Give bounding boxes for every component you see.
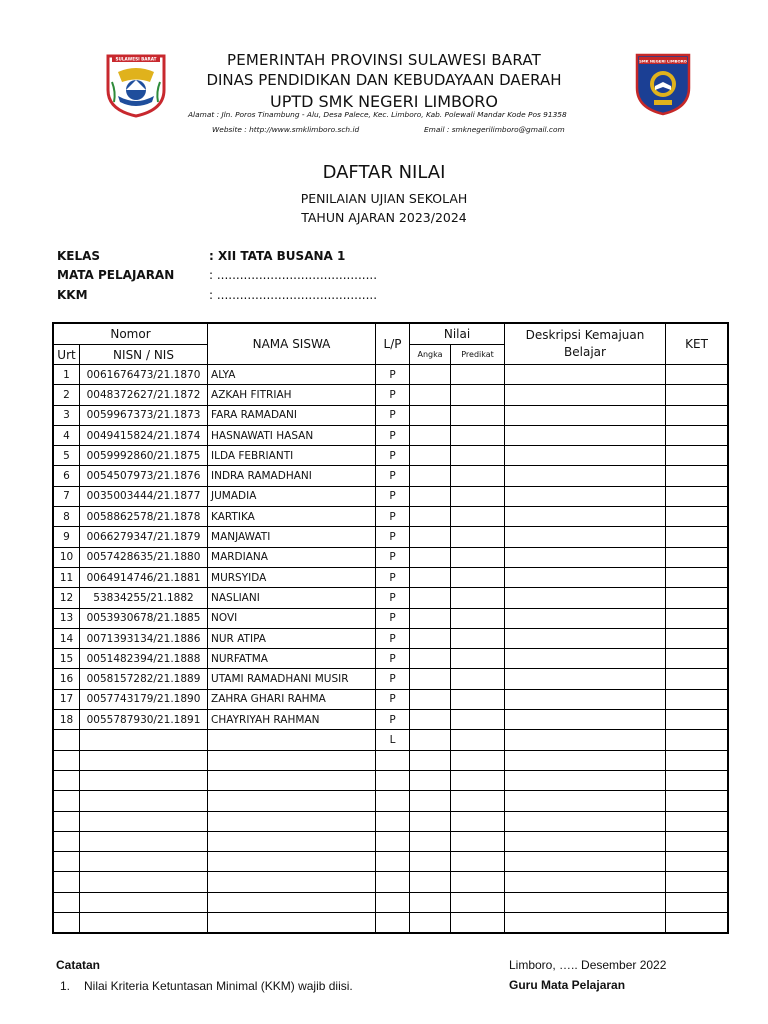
cell-lp bbox=[376, 770, 410, 790]
header-ket: KET bbox=[666, 324, 728, 365]
cell-urt: 9 bbox=[54, 527, 80, 547]
cell-lp: P bbox=[376, 710, 410, 730]
cell-predikat bbox=[451, 385, 505, 405]
table-row bbox=[54, 811, 728, 831]
grades-table bbox=[53, 323, 728, 933]
table-row bbox=[54, 385, 728, 405]
cell-lp: P bbox=[376, 486, 410, 506]
mapel-label: MATA PELAJARAN bbox=[57, 268, 175, 282]
cell-angka bbox=[410, 710, 451, 730]
cell-nisn bbox=[80, 892, 208, 912]
cell-nisn: 0071393134/21.1886 bbox=[80, 628, 208, 648]
cell-deskripsi bbox=[505, 527, 666, 547]
cell-angka bbox=[410, 365, 451, 385]
cell-urt bbox=[54, 791, 80, 811]
cell-urt: 17 bbox=[54, 689, 80, 709]
cell-ket bbox=[666, 689, 728, 709]
cell-nisn: 0059967373/21.1873 bbox=[80, 405, 208, 425]
cell-nisn: 0066279347/21.1879 bbox=[80, 527, 208, 547]
cell-predikat bbox=[451, 425, 505, 445]
cell-angka bbox=[410, 527, 451, 547]
cell-nama bbox=[208, 811, 376, 831]
cell-ket bbox=[666, 710, 728, 730]
table-row bbox=[54, 405, 728, 425]
kelas-label: KELAS bbox=[57, 249, 101, 263]
header-urt: Urt bbox=[54, 345, 80, 365]
cell-urt: 15 bbox=[54, 649, 80, 669]
cell-predikat bbox=[451, 567, 505, 587]
cell-urt: 14 bbox=[54, 628, 80, 648]
cell-predikat bbox=[451, 608, 505, 628]
table-row bbox=[54, 892, 728, 912]
cell-urt: 8 bbox=[54, 507, 80, 527]
table-row bbox=[54, 547, 728, 567]
header-government: PEMERINTAH PROVINSI SULAWESI BARAT bbox=[226, 51, 542, 69]
cell-ket bbox=[666, 791, 728, 811]
cell-urt bbox=[54, 831, 80, 851]
cell-urt bbox=[54, 770, 80, 790]
cell-angka bbox=[410, 486, 451, 506]
cell-predikat bbox=[451, 913, 505, 933]
cell-predikat bbox=[451, 405, 505, 425]
cell-nama bbox=[208, 791, 376, 811]
cell-lp bbox=[376, 852, 410, 872]
cell-ket bbox=[666, 628, 728, 648]
cell-ket bbox=[666, 527, 728, 547]
cell-predikat bbox=[451, 527, 505, 547]
cell-angka bbox=[410, 852, 451, 872]
cell-nisn: 0059992860/21.1875 bbox=[80, 446, 208, 466]
cell-lp bbox=[376, 872, 410, 892]
cell-urt: 4 bbox=[54, 425, 80, 445]
cell-ket bbox=[666, 831, 728, 851]
table-row bbox=[54, 446, 728, 466]
cell-predikat bbox=[451, 466, 505, 486]
cell-ket bbox=[666, 852, 728, 872]
cell-deskripsi bbox=[505, 811, 666, 831]
cell-urt: 7 bbox=[54, 486, 80, 506]
cell-urt bbox=[54, 913, 80, 933]
cell-nama: MARDIANA bbox=[208, 547, 376, 567]
cell-urt: 10 bbox=[54, 547, 80, 567]
table-row bbox=[54, 872, 728, 892]
table-row bbox=[54, 567, 728, 587]
cell-urt bbox=[54, 730, 80, 750]
cell-lp bbox=[376, 892, 410, 912]
cell-predikat bbox=[451, 669, 505, 689]
kelas-value: : XII TATA BUSANA 1 bbox=[209, 249, 346, 263]
cell-angka bbox=[410, 831, 451, 851]
table-row bbox=[54, 710, 728, 730]
mapel-value: : .......................................... bbox=[209, 268, 378, 282]
logo-left-caption: SULAWESI BARAT bbox=[115, 56, 157, 62]
cell-ket bbox=[666, 385, 728, 405]
cell-deskripsi bbox=[505, 852, 666, 872]
cell-predikat bbox=[451, 628, 505, 648]
cell-predikat bbox=[451, 892, 505, 912]
cell-lp: P bbox=[376, 446, 410, 466]
cell-nama bbox=[208, 852, 376, 872]
cell-ket bbox=[666, 547, 728, 567]
cell-lp: L bbox=[376, 730, 410, 750]
cell-angka bbox=[410, 730, 451, 750]
cell-lp: P bbox=[376, 588, 410, 608]
cell-angka bbox=[410, 567, 451, 587]
cell-nama bbox=[208, 872, 376, 892]
cell-angka bbox=[410, 770, 451, 790]
header-nama-siswa: NAMA SISWA bbox=[208, 324, 376, 365]
header-nilai: Nilai bbox=[410, 324, 505, 345]
kkm-label: KKM bbox=[57, 288, 88, 302]
cell-lp: P bbox=[376, 405, 410, 425]
cell-deskripsi bbox=[505, 730, 666, 750]
cell-deskripsi bbox=[505, 913, 666, 933]
cell-deskripsi bbox=[505, 446, 666, 466]
table-row bbox=[54, 466, 728, 486]
cell-angka bbox=[410, 669, 451, 689]
cell-deskripsi bbox=[505, 750, 666, 770]
cell-nama: KARTIKA bbox=[208, 507, 376, 527]
cell-angka bbox=[410, 628, 451, 648]
cell-predikat bbox=[451, 689, 505, 709]
table-row bbox=[54, 649, 728, 669]
header-angka: Angka bbox=[410, 345, 451, 365]
cell-lp: P bbox=[376, 547, 410, 567]
header-nomor: Nomor bbox=[54, 324, 208, 345]
cell-predikat bbox=[451, 446, 505, 466]
cell-ket bbox=[666, 730, 728, 750]
cell-nama bbox=[208, 770, 376, 790]
cell-urt: 13 bbox=[54, 608, 80, 628]
cell-urt: 16 bbox=[54, 669, 80, 689]
cell-nama bbox=[208, 730, 376, 750]
cell-lp bbox=[376, 831, 410, 851]
cell-urt bbox=[54, 892, 80, 912]
cell-angka bbox=[410, 689, 451, 709]
header-address: Alamat : Jln. Poros Tinambung - Alu, Desa Palece, Kec. Limboro, Kab. Polewali Mandar Kode Pos 91358 bbox=[188, 110, 567, 119]
cell-deskripsi bbox=[505, 791, 666, 811]
cell-nama bbox=[208, 750, 376, 770]
cell-nama: HASNAWATI HASAN bbox=[208, 425, 376, 445]
cell-lp bbox=[376, 791, 410, 811]
table-row bbox=[54, 913, 728, 933]
header-nisn: NISN / NIS bbox=[80, 345, 208, 365]
cell-lp: P bbox=[376, 507, 410, 527]
place-date: Limboro, ….. Desember 2022 bbox=[509, 958, 667, 972]
cell-angka bbox=[410, 588, 451, 608]
cell-deskripsi bbox=[505, 872, 666, 892]
table-row bbox=[54, 831, 728, 851]
cell-predikat bbox=[451, 852, 505, 872]
cell-urt: 1 bbox=[54, 365, 80, 385]
cell-angka bbox=[410, 608, 451, 628]
cell-deskripsi bbox=[505, 365, 666, 385]
cell-deskripsi bbox=[505, 710, 666, 730]
cell-predikat bbox=[451, 365, 505, 385]
header-email: Email : smknegerilimboro@gmail.com bbox=[424, 125, 565, 134]
cell-predikat bbox=[451, 588, 505, 608]
cell-nisn: 0064914746/21.1881 bbox=[80, 567, 208, 587]
cell-nisn: 0051482394/21.1888 bbox=[80, 649, 208, 669]
cell-ket bbox=[666, 811, 728, 831]
table-row bbox=[54, 588, 728, 608]
cell-angka bbox=[410, 507, 451, 527]
cell-angka bbox=[410, 750, 451, 770]
logo-right-caption: SMK NEGERI LIMBORO bbox=[639, 58, 687, 64]
cell-nama: NURFATMA bbox=[208, 649, 376, 669]
cell-deskripsi bbox=[505, 385, 666, 405]
table-row bbox=[54, 791, 728, 811]
table-row bbox=[54, 527, 728, 547]
cell-angka bbox=[410, 446, 451, 466]
cell-nisn: 0058157282/21.1889 bbox=[80, 669, 208, 689]
table-row bbox=[54, 507, 728, 527]
cell-ket bbox=[666, 913, 728, 933]
cell-deskripsi bbox=[505, 567, 666, 587]
kkm-value: : .......................................... bbox=[209, 288, 378, 302]
notes-item bbox=[60, 979, 353, 993]
cell-lp bbox=[376, 913, 410, 933]
cell-nisn: 0061676473/21.1870 bbox=[80, 365, 208, 385]
grades-table-frame bbox=[52, 322, 729, 934]
cell-nisn bbox=[80, 913, 208, 933]
header-deskripsi: Deskripsi Kemajuan Belajar bbox=[505, 324, 666, 365]
cell-urt: 3 bbox=[54, 405, 80, 425]
cell-angka bbox=[410, 913, 451, 933]
cell-ket bbox=[666, 750, 728, 770]
cell-urt: 12 bbox=[54, 588, 80, 608]
table-row bbox=[54, 852, 728, 872]
cell-nama bbox=[208, 831, 376, 851]
header-department: DINAS PENDIDIKAN DAN KEBUDAYAAN DAERAH bbox=[206, 71, 562, 89]
cell-deskripsi bbox=[505, 628, 666, 648]
cell-urt bbox=[54, 872, 80, 892]
header-lp: L/P bbox=[376, 324, 410, 365]
table-row bbox=[54, 770, 728, 790]
table-row bbox=[54, 750, 728, 770]
cell-lp: P bbox=[376, 567, 410, 587]
cell-angka bbox=[410, 649, 451, 669]
cell-predikat bbox=[451, 872, 505, 892]
table-row bbox=[54, 669, 728, 689]
cell-ket bbox=[666, 425, 728, 445]
cell-nisn: 0048372627/21.1872 bbox=[80, 385, 208, 405]
header-predikat: Predikat bbox=[451, 345, 505, 365]
cell-nisn bbox=[80, 791, 208, 811]
cell-nama: NASLIANI bbox=[208, 588, 376, 608]
cell-predikat bbox=[451, 831, 505, 851]
table-row bbox=[54, 689, 728, 709]
cell-ket bbox=[666, 892, 728, 912]
cell-predikat bbox=[451, 750, 505, 770]
cell-ket bbox=[666, 405, 728, 425]
header-school-name: UPTD SMK NEGERI LIMBORO bbox=[269, 92, 499, 111]
cell-urt bbox=[54, 811, 80, 831]
cell-nama: NUR ATIPA bbox=[208, 628, 376, 648]
signature-title: Guru Mata Pelajaran bbox=[509, 978, 626, 992]
cell-ket bbox=[666, 507, 728, 527]
cell-nisn bbox=[80, 730, 208, 750]
cell-nisn bbox=[80, 750, 208, 770]
cell-urt: 5 bbox=[54, 446, 80, 466]
cell-urt: 18 bbox=[54, 710, 80, 730]
cell-angka bbox=[410, 385, 451, 405]
cell-ket bbox=[666, 486, 728, 506]
cell-deskripsi bbox=[505, 507, 666, 527]
cell-nama: NOVI bbox=[208, 608, 376, 628]
notes-item-text: Nilai Kriteria Ketuntasan Minimal (KKM) wajib diisi. bbox=[84, 979, 353, 993]
cell-nama: CHAYRIYAH RAHMAN bbox=[208, 710, 376, 730]
cell-nisn: 0053930678/21.1885 bbox=[80, 608, 208, 628]
cell-ket bbox=[666, 649, 728, 669]
table-row bbox=[54, 730, 728, 750]
header-website: Website : http://www.smklimboro.sch.id bbox=[212, 125, 360, 134]
table-row bbox=[54, 486, 728, 506]
cell-predikat bbox=[451, 486, 505, 506]
cell-nisn bbox=[80, 811, 208, 831]
cell-deskripsi bbox=[505, 689, 666, 709]
cell-lp: P bbox=[376, 385, 410, 405]
notes-item-number: 1. bbox=[60, 979, 71, 993]
cell-ket bbox=[666, 365, 728, 385]
cell-ket bbox=[666, 872, 728, 892]
cell-predikat bbox=[451, 649, 505, 669]
cell-nama: MANJAWATI bbox=[208, 527, 376, 547]
cell-nisn: 0049415824/21.1874 bbox=[80, 425, 208, 445]
cell-predikat bbox=[451, 791, 505, 811]
cell-predikat bbox=[451, 710, 505, 730]
cell-predikat bbox=[451, 507, 505, 527]
table-row bbox=[54, 608, 728, 628]
table-row bbox=[54, 365, 728, 385]
cell-lp: P bbox=[376, 466, 410, 486]
cell-nisn: 0057428635/21.1880 bbox=[80, 547, 208, 567]
cell-lp: P bbox=[376, 527, 410, 547]
cell-nama: ZAHRA GHARI RAHMA bbox=[208, 689, 376, 709]
cell-ket bbox=[666, 669, 728, 689]
cell-angka bbox=[410, 791, 451, 811]
document-title: DAFTAR NILAI bbox=[322, 162, 446, 183]
cell-nama bbox=[208, 913, 376, 933]
cell-nama: ALYA bbox=[208, 365, 376, 385]
table-row bbox=[54, 628, 728, 648]
cell-deskripsi bbox=[505, 831, 666, 851]
cell-ket bbox=[666, 588, 728, 608]
cell-nisn: 0054507973/21.1876 bbox=[80, 466, 208, 486]
cell-predikat bbox=[451, 770, 505, 790]
cell-lp: P bbox=[376, 689, 410, 709]
cell-urt bbox=[54, 852, 80, 872]
cell-ket bbox=[666, 466, 728, 486]
cell-nama bbox=[208, 892, 376, 912]
cell-urt: 2 bbox=[54, 385, 80, 405]
cell-urt: 6 bbox=[54, 466, 80, 486]
cell-predikat bbox=[451, 547, 505, 567]
cell-angka bbox=[410, 872, 451, 892]
cell-nama: UTAMI RAMADHANI MUSIR bbox=[208, 669, 376, 689]
cell-lp: P bbox=[376, 669, 410, 689]
cell-deskripsi bbox=[505, 405, 666, 425]
cell-nisn bbox=[80, 770, 208, 790]
cell-nisn: 0035003444/21.1877 bbox=[80, 486, 208, 506]
cell-nama: FARA RAMADANI bbox=[208, 405, 376, 425]
cell-deskripsi bbox=[505, 588, 666, 608]
cell-deskripsi bbox=[505, 547, 666, 567]
cell-nama: INDRA RAMADHANI bbox=[208, 466, 376, 486]
table-row bbox=[54, 425, 728, 445]
cell-deskripsi bbox=[505, 892, 666, 912]
notes-title: Catatan bbox=[56, 958, 101, 972]
cell-deskripsi bbox=[505, 486, 666, 506]
cell-deskripsi bbox=[505, 770, 666, 790]
cell-angka bbox=[410, 892, 451, 912]
document-academic-year: TAHUN AJARAN 2023/2024 bbox=[301, 210, 467, 225]
cell-nisn: 53834255/21.1882 bbox=[80, 588, 208, 608]
cell-predikat bbox=[451, 811, 505, 831]
cell-deskripsi bbox=[505, 425, 666, 445]
cell-ket bbox=[666, 446, 728, 466]
cell-urt: 11 bbox=[54, 567, 80, 587]
cell-predikat bbox=[451, 730, 505, 750]
cell-deskripsi bbox=[505, 608, 666, 628]
cell-nama: MURSYIDA bbox=[208, 567, 376, 587]
cell-nisn: 0055787930/21.1891 bbox=[80, 710, 208, 730]
cell-deskripsi bbox=[505, 669, 666, 689]
cell-angka bbox=[410, 466, 451, 486]
grades-table-body bbox=[54, 365, 728, 933]
cell-nisn bbox=[80, 872, 208, 892]
cell-angka bbox=[410, 405, 451, 425]
cell-deskripsi bbox=[505, 466, 666, 486]
cell-deskripsi bbox=[505, 649, 666, 669]
cell-angka bbox=[410, 425, 451, 445]
cell-lp: P bbox=[376, 608, 410, 628]
cell-ket bbox=[666, 567, 728, 587]
cell-angka bbox=[410, 811, 451, 831]
cell-nisn bbox=[80, 831, 208, 851]
cell-ket bbox=[666, 770, 728, 790]
cell-lp: P bbox=[376, 425, 410, 445]
cell-ket bbox=[666, 608, 728, 628]
document-subtitle: PENILAIAN UJIAN SEKOLAH bbox=[300, 191, 468, 206]
cell-nisn: 0057743179/21.1890 bbox=[80, 689, 208, 709]
cell-angka bbox=[410, 547, 451, 567]
cell-lp bbox=[376, 811, 410, 831]
cell-nama: AZKAH FITRIAH bbox=[208, 385, 376, 405]
cell-lp: P bbox=[376, 628, 410, 648]
cell-nama: JUMADIA bbox=[208, 486, 376, 506]
cell-nama: ILDA FEBRIANTI bbox=[208, 446, 376, 466]
cell-nisn: 0058862578/21.1878 bbox=[80, 507, 208, 527]
cell-lp bbox=[376, 750, 410, 770]
cell-lp: P bbox=[376, 649, 410, 669]
cell-nisn bbox=[80, 852, 208, 872]
cell-lp: P bbox=[376, 365, 410, 385]
cell-urt bbox=[54, 750, 80, 770]
